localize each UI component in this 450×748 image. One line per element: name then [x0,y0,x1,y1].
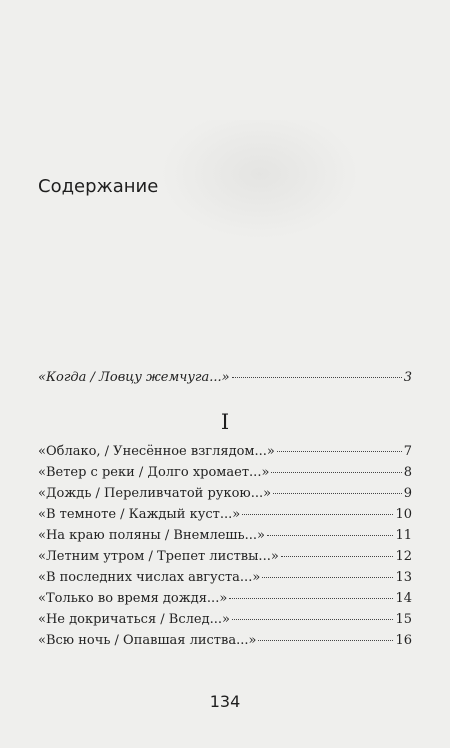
dot-leader [271,472,401,473]
toc-entry [38,486,412,506]
toc-entry-label: «Всю ночь / Опавшая листва...» [38,633,257,648]
toc-entry-page: 9 [403,486,412,501]
toc-entry [38,591,412,611]
toc-entry-page: 15 [395,612,412,627]
dot-leader [232,377,402,378]
dot-leader [258,640,393,641]
toc-entry-page: 14 [395,591,412,606]
toc-entry-label: «Не докричаться / Вслед...» [38,612,230,627]
dot-leader [242,514,393,515]
toc-entry [38,465,412,485]
toc-entry-page: 3 [403,370,412,385]
dot-leader [281,556,394,557]
dot-leader [232,619,394,620]
toc-entry [38,570,412,590]
toc-entry-page: 13 [395,570,412,585]
toc-entry [38,528,412,548]
dot-leader [273,493,402,494]
toc-entry-label: «Ветер с реки / Долго хромает...» [38,465,270,480]
toc-entry-label: «Летним утром / Трепет листвы...» [38,549,279,564]
dot-leader [229,598,393,599]
toc-entry-page: 8 [403,465,412,480]
toc-entry [38,549,412,569]
page-number: 134 [209,692,241,711]
toc-entry-page: 16 [395,633,412,648]
toc-entry [38,507,412,527]
toc-entry-page: 7 [403,444,412,459]
toc-entry [38,612,412,632]
toc-entry-page: 10 [395,507,412,522]
toc-entry-label: «Облако, / Унесённое взглядом...» [38,444,275,459]
section-numeral: I [220,410,230,434]
toc-entry-label: «Дождь / Переливчатой рукою...» [38,486,272,501]
toc-entry-page: 12 [395,549,412,564]
dot-leader [267,535,394,536]
dot-leader [277,451,402,452]
toc-entry-label: «В последних числах августа...» [38,570,261,585]
toc-entry-label: «На краю поляны / Внемлешь...» [38,528,265,543]
page-title: Содержание [38,176,159,197]
show-through-shadow [160,120,360,240]
toc-entry-label: «Только во время дождя...» [38,591,228,606]
dot-leader [262,577,393,578]
toc-entry-label: «В темноте / Каждый куст...» [38,507,241,522]
toc-entry-label: «Когда / Ловцу жемчуга...» [38,370,230,385]
toc-entry [38,444,412,464]
toc-intro-entry [38,370,412,390]
toc-entry [38,633,412,653]
toc-entry-page: 11 [395,528,412,543]
